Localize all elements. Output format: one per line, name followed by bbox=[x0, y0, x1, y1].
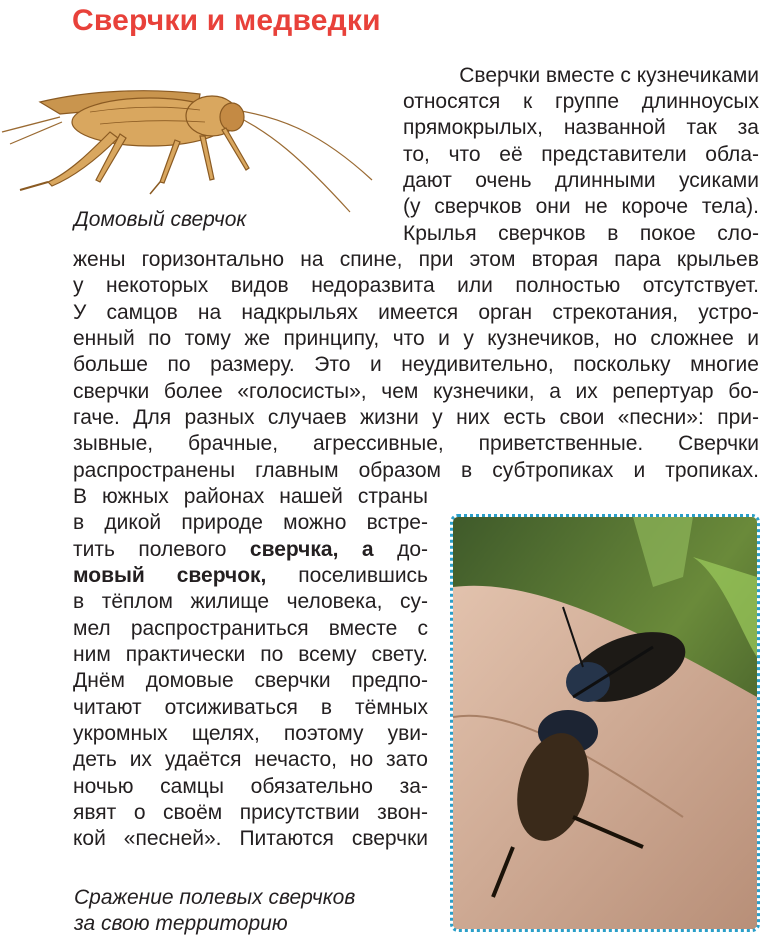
text-line: сверчки более «голосисты», чем кузнечики, а их репертуар бо- bbox=[73, 380, 759, 403]
text-line: больше по размеру. Это и неудивительно, поскольку многие bbox=[73, 353, 759, 376]
text-line: дают очень длинными усиками bbox=[403, 169, 759, 192]
photo-caption-line2: за свою территорию bbox=[74, 912, 288, 935]
text-line: Крылья сверчков в покое сло- bbox=[403, 222, 759, 245]
text-line: У самцов на надкрыльях имеется орган стрекотания, устро- bbox=[73, 301, 759, 324]
text-line: мовый сверчок, поселившись bbox=[73, 564, 428, 587]
text-line: распространены главным образом в субтропиках и тропиках. bbox=[73, 459, 759, 482]
text-line: кой «песней». Питаются сверчки bbox=[73, 827, 428, 850]
text-line: тить полевого сверчка, а до- bbox=[73, 538, 428, 561]
text-line: В южных районах нашей страны bbox=[73, 485, 428, 508]
text-line: в дикой природе можно встре- bbox=[73, 511, 428, 534]
text-line: Сверчки вместе с кузнечиками bbox=[459, 64, 759, 87]
text-line: читают отсиживаться в тёмных bbox=[73, 696, 428, 719]
text-line: прямокрылых, названной так за bbox=[403, 116, 759, 139]
text-line: ним практически по всему свету. bbox=[73, 643, 428, 666]
text-line: мел распространиться вместе с bbox=[73, 617, 428, 640]
text-line: жены горизонтально на спине, при этом вторая пара крыльев bbox=[73, 248, 759, 271]
photo-caption-line1: Сражение полевых сверчков bbox=[74, 886, 356, 909]
text-line: деть их удаётся нечасто, но зато bbox=[73, 748, 428, 771]
field-crickets-photo bbox=[450, 514, 760, 932]
text-line: Днём домовые сверчки предпо- bbox=[73, 669, 428, 692]
house-cricket-illustration bbox=[0, 62, 380, 222]
text-line: зывные, брачные, агрессивные, приветственные. Сверчки bbox=[73, 432, 759, 455]
text-line: укромных щелях, поэтому уви- bbox=[73, 722, 428, 745]
text-line: относятся к группе длинноусых bbox=[403, 90, 759, 113]
house-cricket-caption: Домовый сверчок bbox=[74, 208, 247, 231]
text-line: у некоторых видов недоразвита или полностью отсутствует. bbox=[73, 274, 759, 297]
text-line: в тёплом жилище человека, су- bbox=[73, 590, 428, 613]
text-line: явят о своём присутствии звон- bbox=[73, 801, 428, 824]
text-line: то, что её представители обла- bbox=[403, 143, 759, 166]
text-line: ночью самцы обязательно за- bbox=[73, 775, 428, 798]
text-line: гаче. Для разных случаев жизни у них есть свои «песни»: при- bbox=[73, 406, 759, 429]
text-line: енный по тому же принципу, что и у кузнечиков, но сложнее и bbox=[73, 327, 759, 350]
text-line: (у сверчков они не короче тела). bbox=[403, 195, 759, 218]
page-title: Сверчки и медведки bbox=[72, 4, 381, 37]
